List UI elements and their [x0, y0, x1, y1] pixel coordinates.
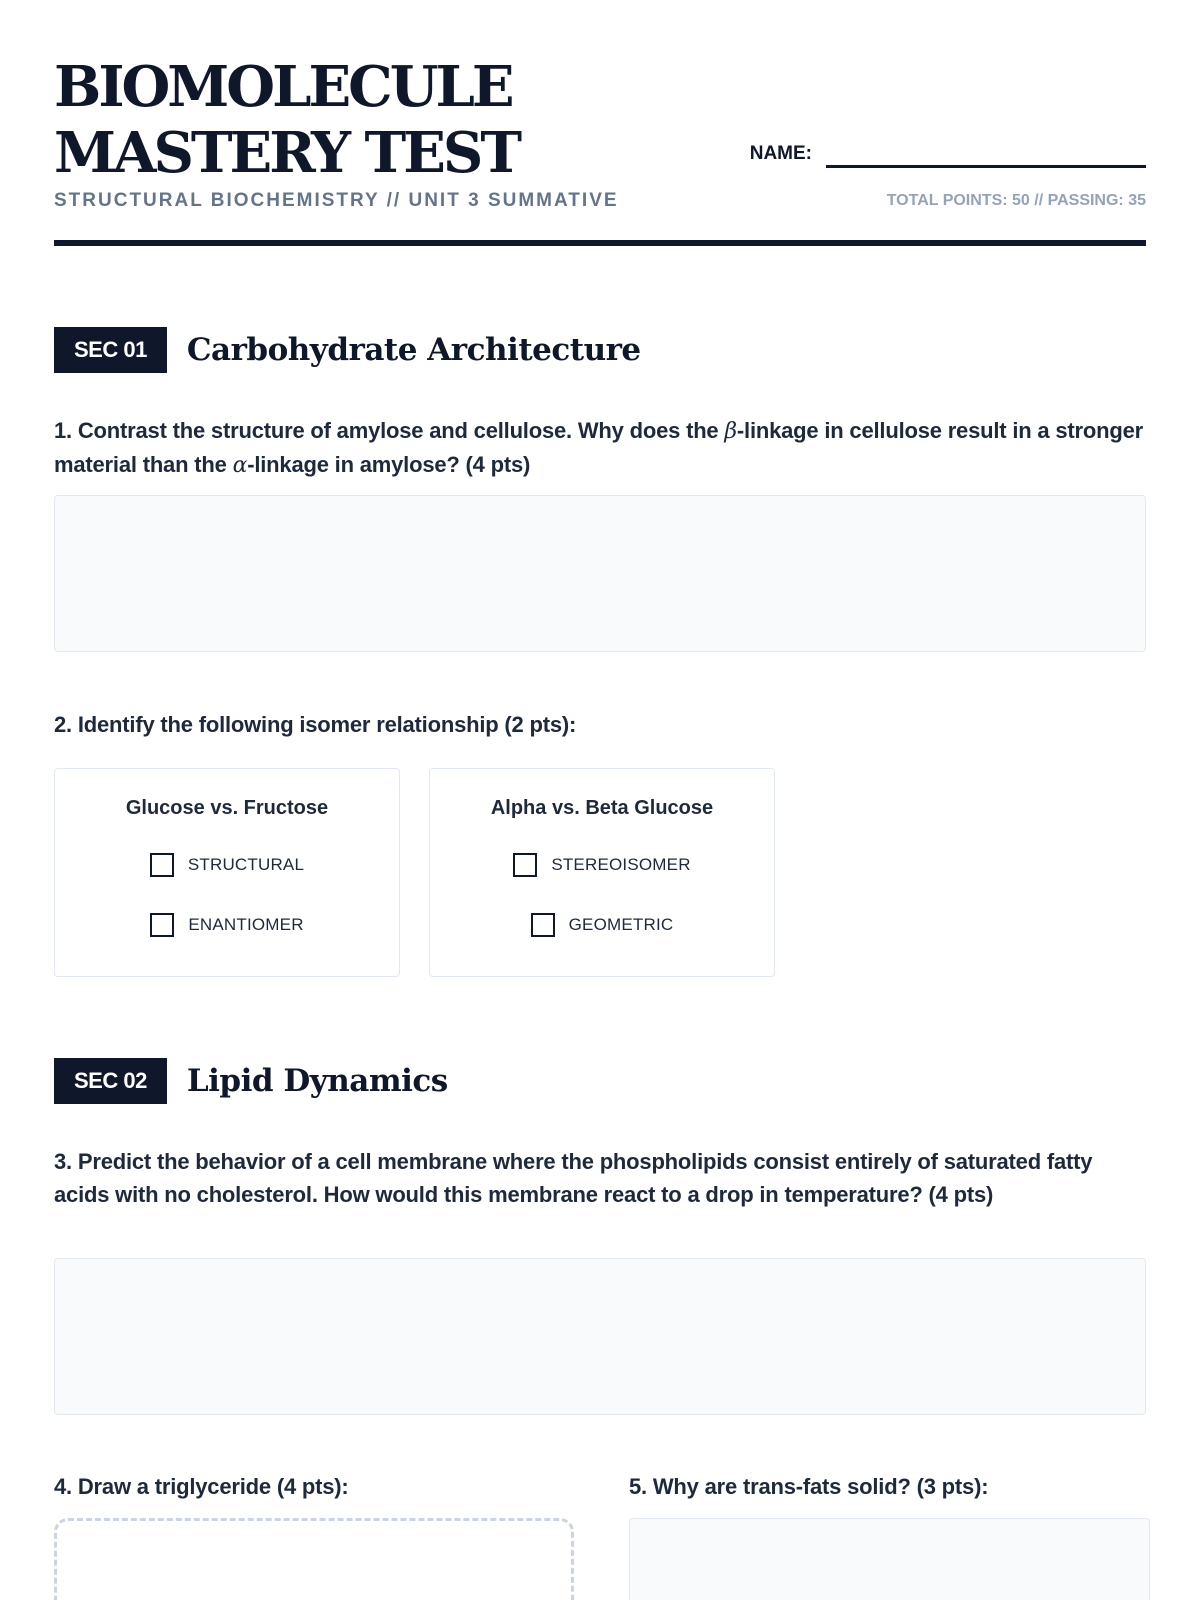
points-info: TOTAL POINTS: 50 // PASSING: 35: [886, 192, 1146, 209]
checkbox-structural[interactable]: [150, 853, 174, 877]
option-label: ENANTIOMER: [188, 915, 304, 934]
section-01-header: [54, 327, 641, 373]
question-1-text-part-2: -linkage in cellulose result in a stronger material than the: [54, 418, 1143, 477]
isomer-card-title: Glucose vs. Fructose: [125, 797, 329, 819]
question-4: 4. Draw a triglyceride (4 pts):: [54, 1474, 349, 1499]
isomer-card-alpha-beta-glucose: [429, 768, 775, 977]
question-1-text-part-3: -linkage in amylose? (4 pts): [247, 452, 531, 477]
option-label: GEOMETRIC: [568, 915, 674, 934]
answer-box-question-1[interactable]: [54, 495, 1146, 652]
section-01-badge: SEC 01: [54, 327, 167, 373]
question-1: [54, 414, 1146, 482]
option-label: STRUCTURAL: [187, 855, 305, 874]
test-title: [54, 54, 519, 186]
test-header: [54, 0, 1146, 248]
test-title-line-2: MASTERY TEST: [54, 120, 519, 186]
alpha-symbol: α: [232, 453, 248, 478]
option-label: STEREOISOMER: [551, 855, 691, 874]
beta-symbol: β: [724, 419, 737, 444]
header-divider: [54, 240, 1146, 246]
checkbox-enantiomer[interactable]: [150, 913, 174, 937]
answer-box-question-3[interactable]: [54, 1258, 1146, 1415]
name-label: NAME:: [749, 143, 812, 164]
question-2: 2. Identify the following isomer relationship (2 pts):: [54, 712, 577, 737]
name-line[interactable]: [826, 165, 1146, 168]
question-1-text-part-1: 1. Contrast the structure of amylose and cellulose. Why does the: [54, 418, 725, 443]
option-geometric[interactable]: [430, 913, 774, 937]
isomer-card-title: Alpha vs. Beta Glucose: [490, 797, 714, 819]
option-structural[interactable]: [55, 853, 399, 877]
test-title-line-1: BIOMOLECULE: [54, 54, 512, 120]
option-enantiomer[interactable]: [55, 913, 399, 937]
triglyceride-drawing-box[interactable]: [54, 1518, 574, 1600]
section-02-badge: SEC 02: [54, 1058, 167, 1104]
section-02-title: Lipid Dynamics: [186, 1063, 448, 1099]
section-02-header: [54, 1058, 448, 1104]
name-field-row: [750, 142, 1146, 166]
question-3: 3. Predict the behavior of a cell membrane where the phospholipids consist entirely of saturated fatty acids with no cholesterol. How would this membrane react to a drop in temperature? (4 pts): [54, 1149, 1093, 1207]
question-5: 5. Why are trans-fats solid? (3 pts):: [629, 1474, 989, 1499]
checkbox-geometric[interactable]: [531, 913, 555, 937]
isomer-card-glucose-fructose: [54, 768, 400, 977]
test-subtitle: STRUCTURAL BIOCHEMISTRY // UNIT 3 SUMMATIVE: [54, 190, 619, 211]
option-stereoisomer[interactable]: [430, 853, 774, 877]
checkbox-stereoisomer[interactable]: [513, 853, 537, 877]
section-01-title: Carbohydrate Architecture: [186, 332, 641, 368]
answer-box-question-5[interactable]: [629, 1518, 1150, 1600]
